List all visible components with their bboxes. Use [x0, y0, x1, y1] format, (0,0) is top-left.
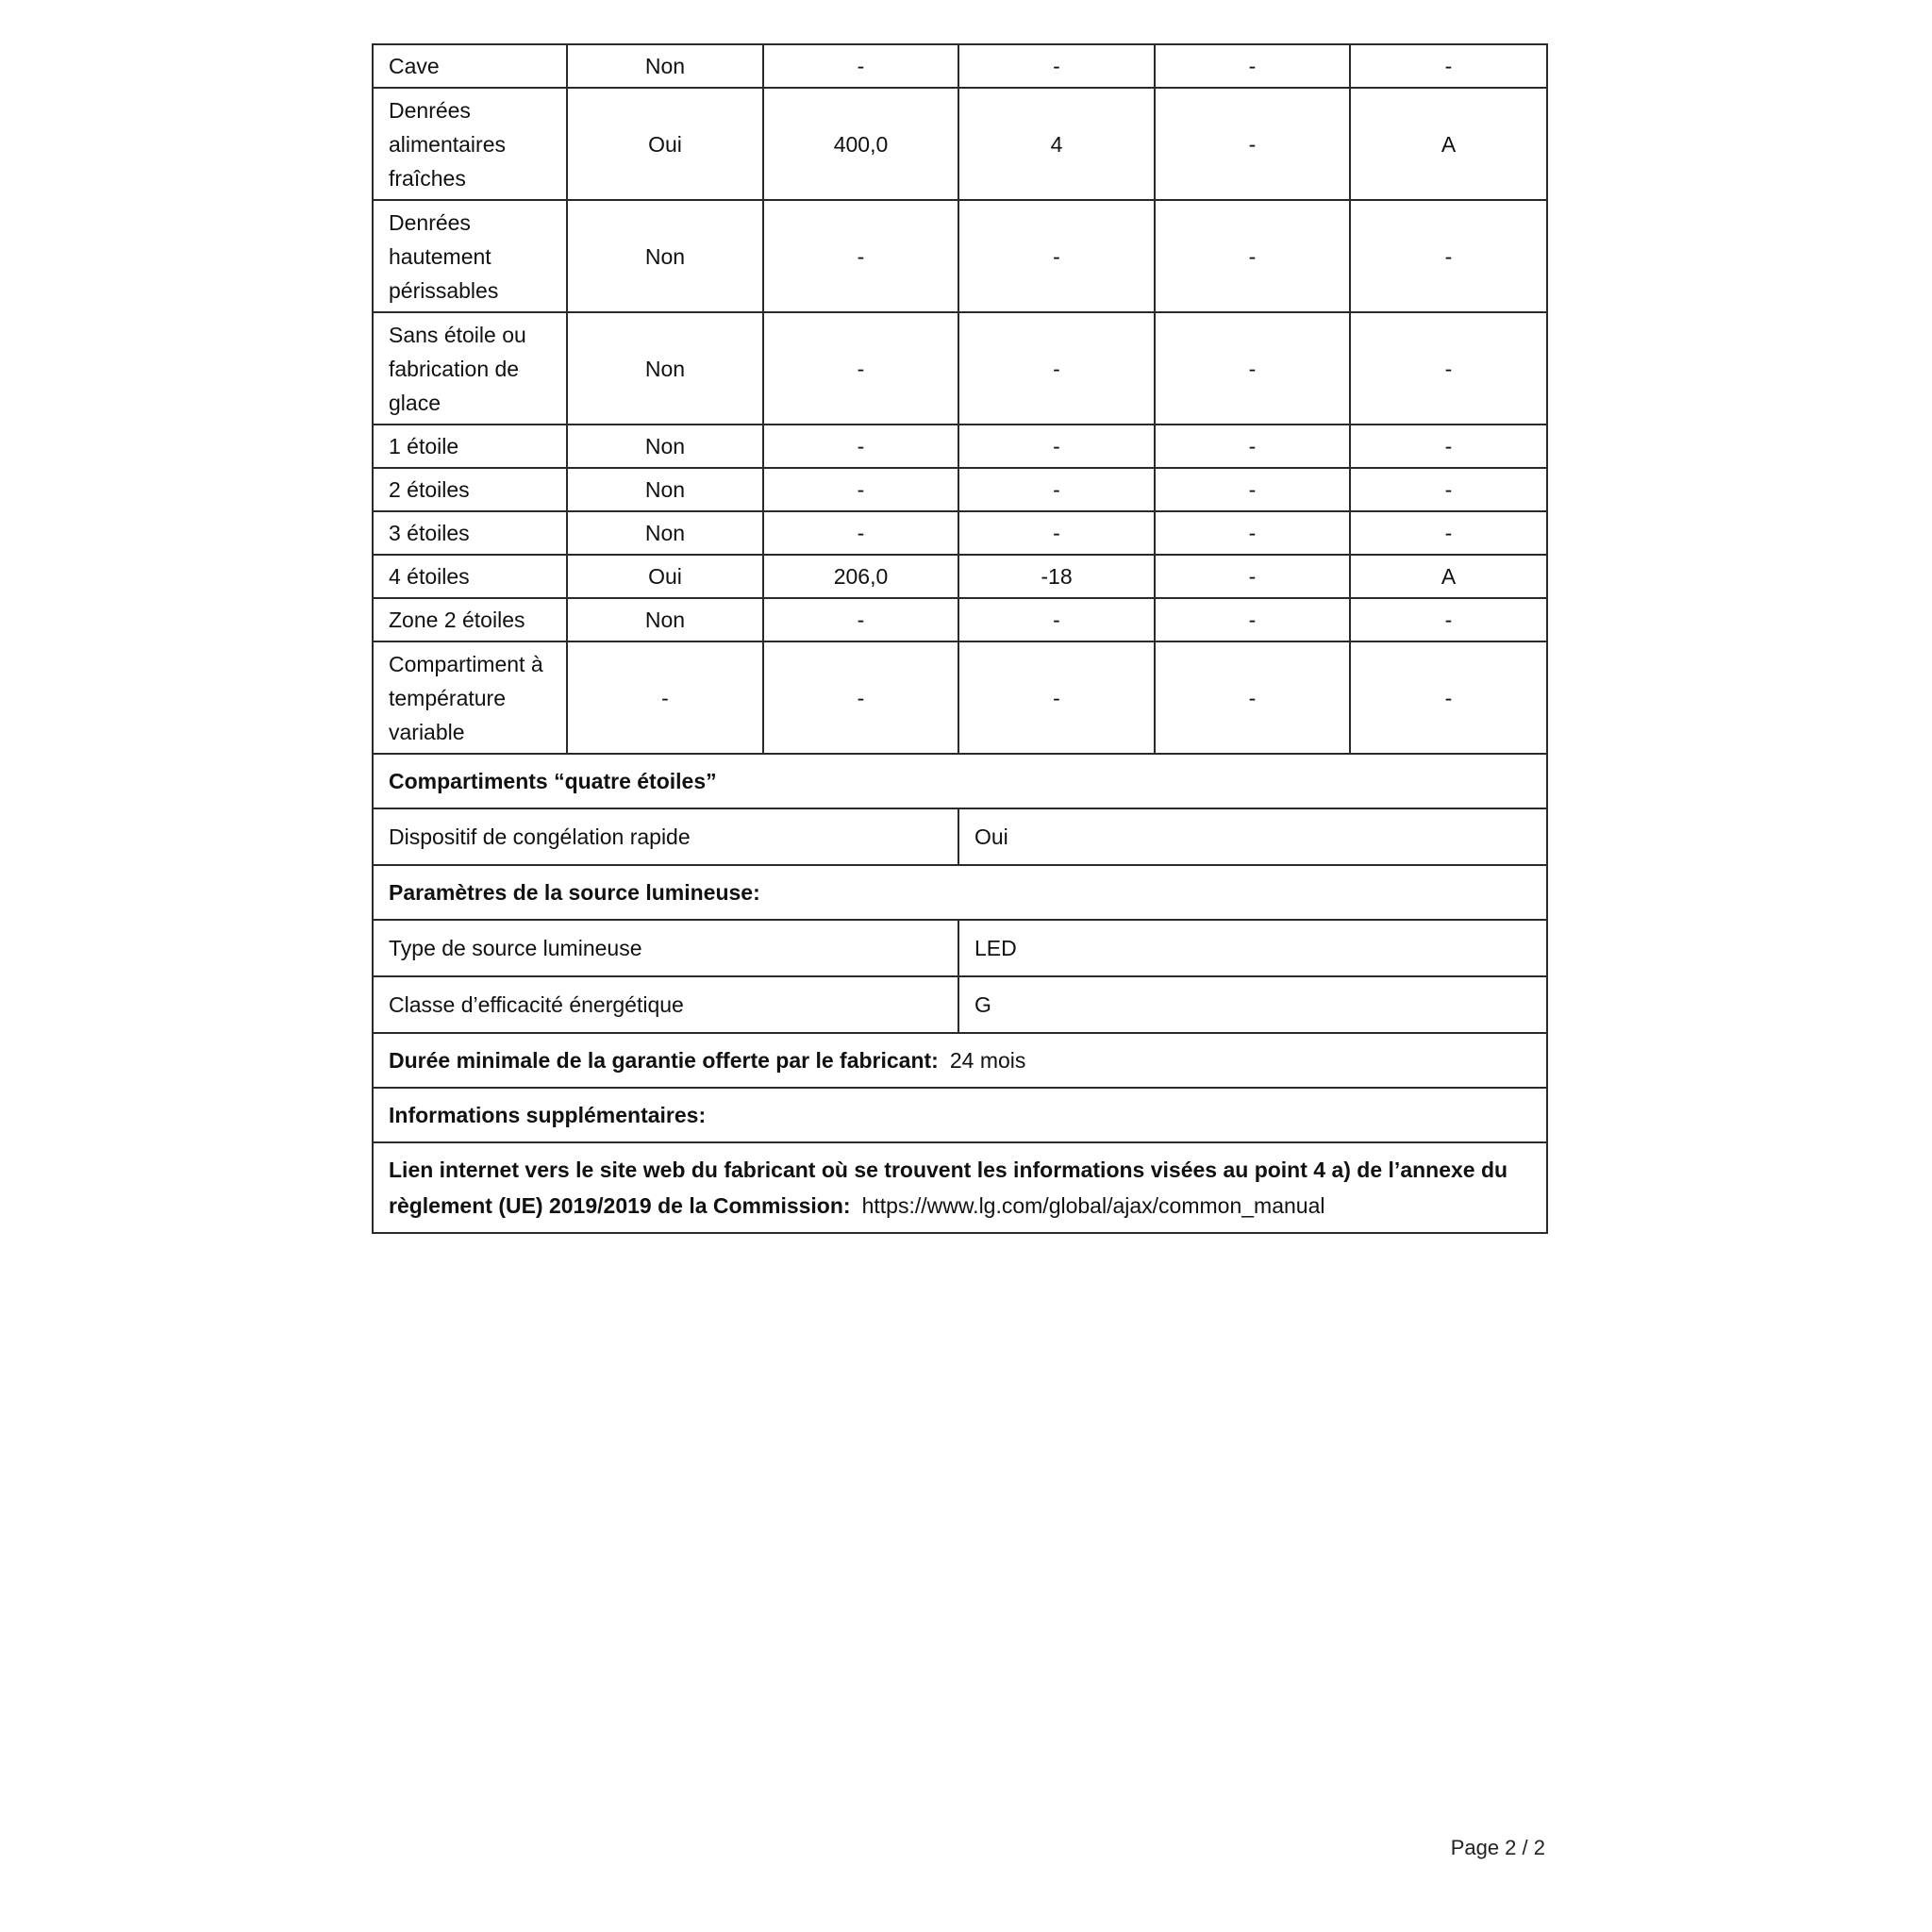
compartment-name: Sans étoile ou fabrication de glace	[373, 312, 567, 425]
compartment-name: Cave	[373, 44, 567, 88]
table-cell: A	[1350, 555, 1547, 598]
table-cell: Non	[567, 468, 763, 511]
compartment-name: 3 étoiles	[373, 511, 567, 555]
table-cell: -	[1350, 425, 1547, 468]
fast-freeze-value: Oui	[958, 808, 1547, 865]
energy-class-label: Classe d’efficacité énergétique	[373, 976, 958, 1033]
table-cell: A	[1350, 88, 1547, 200]
table-row	[373, 468, 1547, 511]
table-cell: -	[1350, 44, 1547, 88]
compartment-name: 4 étoiles	[373, 555, 567, 598]
table-cell: -	[1155, 555, 1350, 598]
table-cell: -	[1350, 598, 1547, 641]
table-cell: Non	[567, 312, 763, 425]
table-cell: -	[958, 511, 1155, 555]
table-row	[373, 555, 1547, 598]
table-cell: -	[763, 468, 958, 511]
table-row	[373, 88, 1547, 200]
table-cell: -	[1155, 468, 1350, 511]
compartment-name: 2 étoiles	[373, 468, 567, 511]
table-cell: -	[1350, 641, 1547, 754]
table-cell: -	[763, 598, 958, 641]
manufacturer-link-url[interactable]: https://www.lg.com/global/ajax/common_manual	[861, 1193, 1325, 1218]
table-row	[373, 641, 1547, 754]
table-row	[373, 44, 1547, 88]
table-cell: -	[763, 641, 958, 754]
table-row	[373, 511, 1547, 555]
manufacturer-link-label: Lien internet vers le site web du fabricant où se trouvent les informations visées au point 4 a) de l’annexe du règlement (UE) 2019/2019 de la Commission:	[389, 1158, 1508, 1218]
table-cell: Non	[567, 44, 763, 88]
light-heading: Paramètres de la source lumineuse:	[373, 865, 1547, 920]
table-cell: 206,0	[763, 555, 958, 598]
page-number: Page 2 / 2	[1450, 1836, 1545, 1859]
table-cell: -	[1350, 468, 1547, 511]
table-cell: -	[1155, 598, 1350, 641]
light-type-value: LED	[958, 920, 1547, 976]
table-cell: -	[1350, 312, 1547, 425]
table-cell: -18	[958, 555, 1155, 598]
table-cell: -	[1350, 511, 1547, 555]
table-cell: 4	[958, 88, 1155, 200]
table-cell: -	[1155, 88, 1350, 200]
additional-info-heading: Informations supplémentaires:	[373, 1088, 1547, 1142]
warranty-label: Durée minimale de la garantie offerte par le fabricant:	[389, 1048, 939, 1073]
table-cell: -	[763, 312, 958, 425]
table-cell: -	[1155, 641, 1350, 754]
table-row	[373, 598, 1547, 641]
table-cell: -	[958, 425, 1155, 468]
table-cell: Non	[567, 425, 763, 468]
manufacturer-link-cell	[373, 1142, 1547, 1233]
table-cell: Oui	[567, 88, 763, 200]
additional-info-row	[373, 1088, 1547, 1142]
four-star-heading: Compartiments “quatre étoiles”	[373, 754, 1547, 808]
table-cell: -	[567, 641, 763, 754]
warranty-value: 24 mois	[949, 1048, 1026, 1073]
warranty-cell	[373, 1033, 1547, 1088]
table-cell: -	[958, 312, 1155, 425]
compartment-name: Denrées hautement périssables	[373, 200, 567, 312]
fast-freeze-label: Dispositif de congélation rapide	[373, 808, 958, 865]
table-cell: -	[763, 44, 958, 88]
table-cell: -	[958, 468, 1155, 511]
compartment-name: 1 étoile	[373, 425, 567, 468]
fast-freeze-row	[373, 808, 1547, 865]
compartment-name: Zone 2 étoiles	[373, 598, 567, 641]
table-cell: -	[763, 511, 958, 555]
table-cell: Non	[567, 511, 763, 555]
table-cell: Oui	[567, 555, 763, 598]
table-cell: -	[763, 425, 958, 468]
light-section-row	[373, 865, 1547, 920]
table-cell: -	[1155, 511, 1350, 555]
table-cell: -	[1155, 425, 1350, 468]
table-row	[373, 425, 1547, 468]
warranty-row	[373, 1033, 1547, 1088]
energy-class-value: G	[958, 976, 1547, 1033]
product-info-table	[372, 43, 1548, 1234]
table-cell: Non	[567, 598, 763, 641]
table-row	[373, 200, 1547, 312]
table-row	[373, 312, 1547, 425]
compartment-name: Compartiment à température variable	[373, 641, 567, 754]
table-cell: -	[958, 200, 1155, 312]
table-cell: -	[1350, 200, 1547, 312]
table-cell: -	[763, 200, 958, 312]
light-type-row	[373, 920, 1547, 976]
table-cell: -	[958, 44, 1155, 88]
energy-class-row	[373, 976, 1547, 1033]
manufacturer-link-row	[373, 1142, 1547, 1233]
table-cell: -	[958, 641, 1155, 754]
four-star-section-row	[373, 754, 1547, 808]
light-type-label: Type de source lumineuse	[373, 920, 958, 976]
table-cell: Non	[567, 200, 763, 312]
table-cell: -	[1155, 44, 1350, 88]
table-cell: 400,0	[763, 88, 958, 200]
table-cell: -	[1155, 200, 1350, 312]
compartment-name: Denrées alimentaires fraîches	[373, 88, 567, 200]
table-cell: -	[958, 598, 1155, 641]
table-cell: -	[1155, 312, 1350, 425]
